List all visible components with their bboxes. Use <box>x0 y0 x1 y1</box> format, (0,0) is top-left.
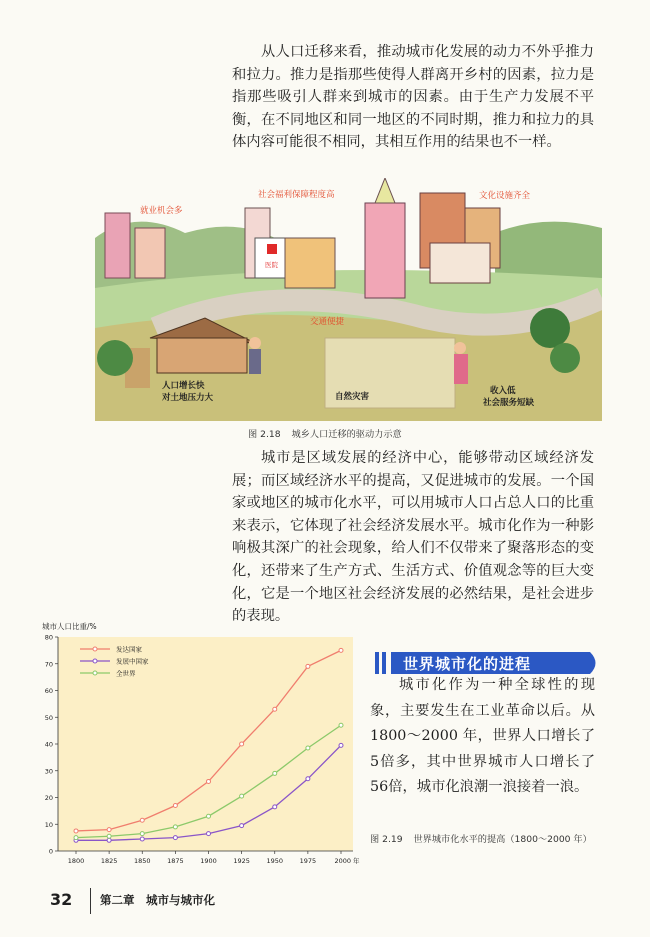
data-point <box>273 707 277 711</box>
legend-swatch-point <box>93 647 97 651</box>
x-tick-label: 1975 <box>299 857 317 865</box>
data-point <box>306 664 310 668</box>
y-tick-label: 30 <box>44 767 53 776</box>
urbanization-chart <box>38 620 363 865</box>
data-point <box>107 838 111 842</box>
data-point <box>240 824 244 828</box>
y-tick-label: 20 <box>44 794 53 802</box>
page-number: 32 <box>50 890 73 909</box>
y-tick-label: 0 <box>48 847 53 856</box>
data-point <box>273 805 277 809</box>
y-axis-label: 城市人口比重/% <box>42 622 97 631</box>
urbanization-paragraph: 城市是区域发展的经济中心，能够带动区域经济发展；而区域经济水平的提高，又促进城市的发展。一个国家或地区的城市化水平，可以用城市人口占总人口的比重来表示，它体现了社会经济发展水平。城市化作为一种影响极其深广的社会现象，给人们不仅带来了聚落形态的变化，还带来了生产方式、生活方式、价值观念等的巨大变化，它是一个地区社会经济发展的必然结果，是社会进步的表现。 <box>232 450 594 625</box>
label-pressure-1: 人口增长快 <box>162 381 205 391</box>
x-tick-label: 1850 <box>133 857 151 865</box>
data-point <box>339 723 343 727</box>
data-point <box>107 834 111 838</box>
data-point <box>273 771 277 775</box>
label-traffic: 交通便捷 <box>310 317 345 327</box>
x-tick-label: 2000 年 <box>334 857 360 865</box>
chapter-title: 第二章 城市与城市化 <box>100 893 215 907</box>
label-income-1: 收入低 <box>490 386 516 396</box>
x-tick-label: 1825 <box>100 857 118 865</box>
x-tick-label: 1925 <box>233 857 250 865</box>
data-point <box>240 742 244 746</box>
data-point <box>140 832 144 836</box>
data-point <box>173 836 177 840</box>
data-point <box>140 818 144 822</box>
data-point <box>240 794 244 798</box>
y-tick-label: 80 <box>44 633 53 642</box>
x-tick-label: 1800 <box>67 857 85 865</box>
page-footer <box>0 888 650 918</box>
label-welfare: 社会福利保障程度高 <box>258 190 335 200</box>
legend-label: 全世界 <box>116 669 136 678</box>
x-tick-label: 1900 <box>200 857 217 865</box>
migration-illustration <box>95 178 602 421</box>
data-point <box>140 837 144 841</box>
data-point <box>207 814 211 818</box>
label-jobs: 就业机会多 <box>140 206 183 216</box>
data-point <box>306 777 310 781</box>
data-point <box>107 828 111 832</box>
data-point <box>306 746 310 750</box>
plot-background <box>58 637 353 851</box>
y-tick-label: 70 <box>44 660 53 669</box>
data-point <box>74 829 78 833</box>
figure-caption-2-19 <box>370 831 592 845</box>
label-income-2: 社会服务短缺 <box>483 398 535 408</box>
caption-text: 世界城市化水平的提高（1800～2000 年） <box>413 834 592 845</box>
legend-label: 发达国家 <box>116 645 142 654</box>
x-tick-label: 1875 <box>167 857 184 865</box>
data-point <box>173 804 177 808</box>
data-point <box>173 825 177 829</box>
data-point <box>74 836 78 840</box>
label-disaster: 自然灾害 <box>335 392 370 402</box>
caption-text: 城乡人口迁移的驱动力示意 <box>291 429 402 440</box>
figure-caption-2-18 <box>248 426 402 440</box>
y-tick-label: 50 <box>44 713 53 722</box>
legend-label: 发展中国家 <box>116 657 149 666</box>
label-culture: 文化设施齐全 <box>479 191 531 201</box>
intro-paragraph: 从人口迁移来看，推动城市化发展的动力不外乎推力和拉力。推力是指那些使得人群离开乡村的因素，拉力是指那些吸引人群来到城市的因素。由于生产力发展不平衡，在不同地区和同一地区的不同时期，推力和拉力的具体内容可能很不相同，其相互作用的结果也不一样。 <box>232 44 594 151</box>
y-tick-label: 60 <box>44 687 53 695</box>
legend-swatch-point <box>93 671 97 675</box>
x-tick-label: 1950 <box>266 857 284 865</box>
data-point <box>207 779 211 783</box>
data-point <box>339 648 343 652</box>
caption-number: 图 2.19 <box>370 834 403 845</box>
y-tick-label: 40 <box>44 740 53 749</box>
data-point <box>207 832 211 836</box>
y-tick-label: 10 <box>44 820 53 829</box>
section-title: 世界城市化的进程 <box>403 655 532 673</box>
process-paragraph: 城市化作为一种全球性的现象，主要发生在工业革命以后。从1800～2000 年，世界人口增长了5倍多，其中世界城市人口增长了56倍，城市化浪潮一浪接着一浪。 <box>370 677 595 796</box>
data-point <box>339 743 343 747</box>
footer-divider <box>90 888 91 914</box>
label-hospital: 医院 <box>265 261 278 269</box>
label-pressure-2: 对土地压力大 <box>162 393 214 403</box>
legend-swatch-point <box>93 659 97 663</box>
caption-number: 图 2.18 <box>248 429 281 440</box>
